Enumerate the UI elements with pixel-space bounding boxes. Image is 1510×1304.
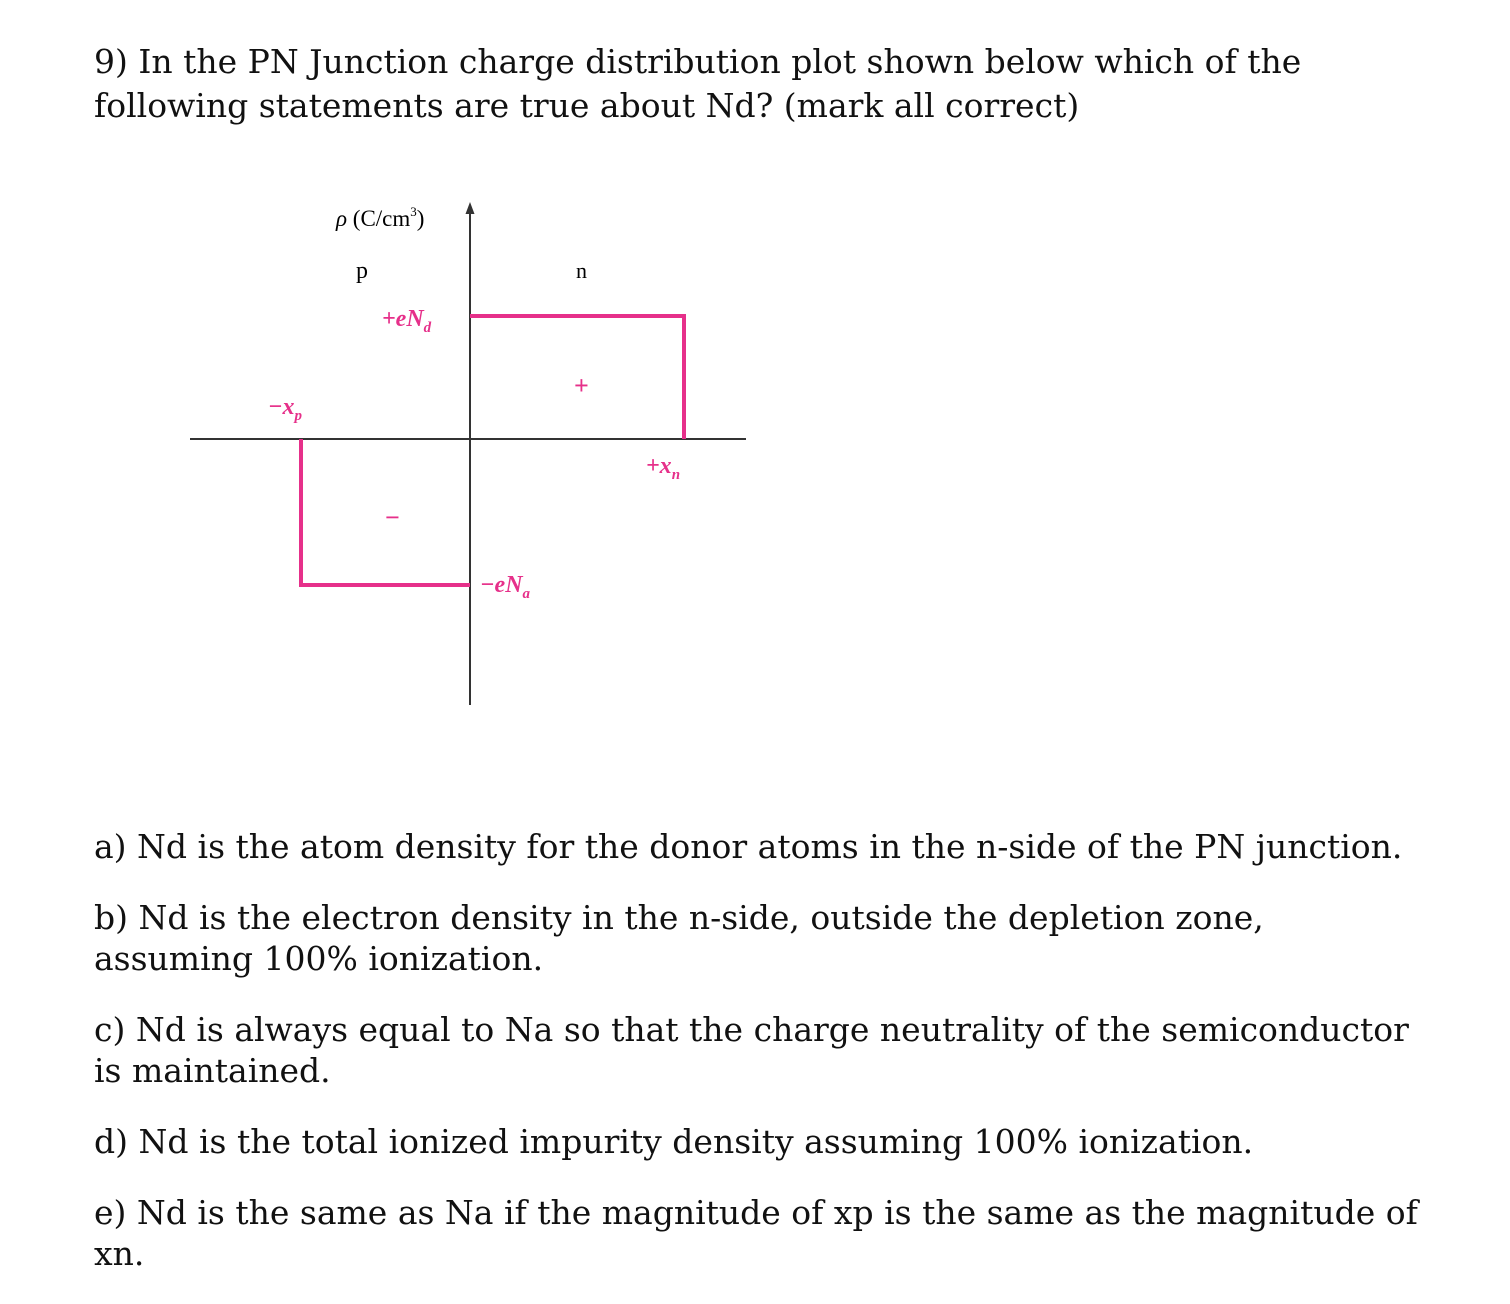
- option-e[interactable]: e) Nd is the same as Na if the magnitude of xp is the same as the magnitude of xn.: [94, 1193, 1418, 1273]
- p-region-label: p: [356, 258, 368, 284]
- negative-sign: −: [385, 503, 400, 532]
- xp-label: $-x_p$: [268, 394, 303, 424]
- option-b[interactable]: b) Nd is the electron density in the n-side, outside the depletion zone, assuming 100% ionization.: [94, 898, 1264, 978]
- xn-label: $+x_n$: [646, 453, 681, 483]
- option-d[interactable]: d) Nd is the total ionized impurity density assuming 100% ionization.: [94, 1122, 1254, 1161]
- y-axis-label: ρ $(C/cm^3)$: [336, 204, 425, 231]
- option-a[interactable]: a) Nd is the atom density for the donor atoms in the n-side of the PN junction.: [94, 827, 1403, 866]
- option-c[interactable]: c) Nd is always equal to Na so that the charge neutrality of the semiconductor is maintained.: [94, 1010, 1409, 1090]
- question-text: 9) In the PN Junction charge distribution plot shown below which of the following statements are true about Nd? (mark all correct): [94, 42, 1302, 125]
- answer-options: [94, 826, 1424, 1304]
- positive-sign: +: [574, 371, 589, 400]
- charge-distribution-plot: [180, 190, 760, 720]
- donor-charge-label: $+eN_d$: [382, 306, 432, 336]
- acceptor-charge-label: $-eN_a$: [480, 572, 531, 602]
- y-axis-arrow-icon: [466, 202, 475, 214]
- charge-distribution-figure: [180, 190, 760, 720]
- n-region-label: n: [576, 258, 587, 283]
